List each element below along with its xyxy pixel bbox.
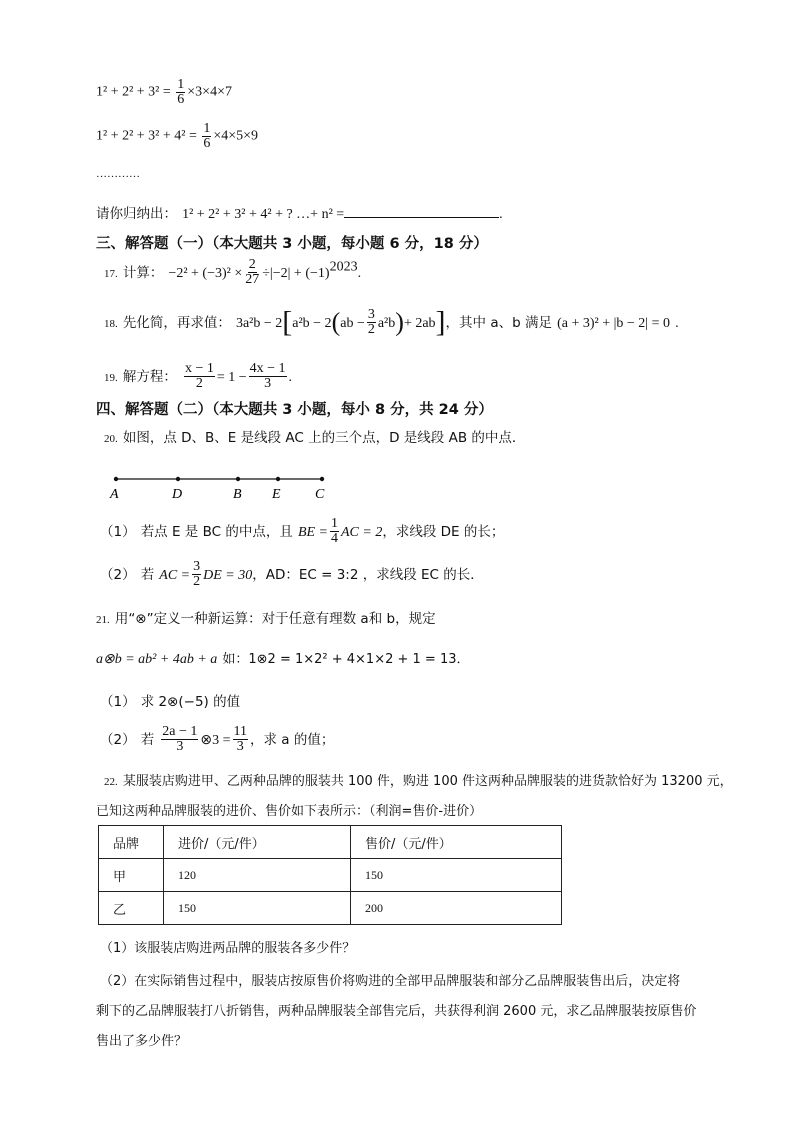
label-d: D (172, 487, 183, 502)
table-row (99, 892, 562, 925)
fraction: $\frac{x - 1}{2}$ (184, 361, 214, 391)
condition-expr: (a + 3)² + |b − 2| = 0 (557, 316, 671, 331)
table-cell: 150 (351, 859, 562, 892)
expr: AC = (159, 568, 191, 583)
label-e: E (272, 487, 281, 502)
point-a (114, 477, 118, 481)
section-4-title: 四、解答题（二）（本大题共 3 小题，每小 8 分，共 24 分） (96, 402, 493, 418)
expr: = 1 − (216, 370, 247, 385)
formula-line-2 (96, 122, 258, 151)
q21-sub-2 (100, 725, 334, 754)
sub-label: （2） (100, 567, 136, 583)
definition-expr: a⊗b = ab² + 4ab + a (96, 652, 218, 667)
ellipsis: ………… (96, 168, 140, 180)
q20-sub-2 (100, 560, 484, 589)
label-a: A (110, 487, 119, 502)
question-number: 18. (104, 318, 118, 330)
question-22-line-2: 已知这两种品牌服装的进价、售价如下表所示：（利润=售价-进价） (96, 804, 483, 819)
table-header-row (99, 826, 562, 859)
table-header-cell: 售价/（元/件） (351, 826, 562, 859)
question-label: 解方程： (122, 369, 177, 385)
formula-lhs: 1² + 2² + 3² + 4² = (96, 128, 201, 144)
question-21 (96, 607, 436, 627)
q21-definition (96, 648, 470, 668)
period: . (288, 370, 293, 385)
table-cell: 120 (164, 859, 351, 892)
label-c: C (315, 487, 325, 502)
question-label: 计算： (122, 265, 164, 281)
sub-text: 求 2⊗(−5) 的值 (140, 694, 241, 710)
question-number: 22. (104, 776, 118, 788)
point-e (276, 477, 280, 481)
induce-line (96, 202, 503, 223)
expr: ÷|−2| + (−1) (262, 266, 330, 281)
question-text: 某服装店购进甲、乙两种品牌的服装共 100 件，购进 100 件这两种品牌服装的进货款恰好为 13200 元， (122, 774, 733, 789)
expr: a²b (377, 316, 396, 331)
sub-text: 若 (140, 732, 155, 748)
condition-label: ，其中 a、b 满足 (445, 315, 552, 331)
expr: ⊗3 = (200, 733, 231, 748)
question-text: 如图，点 D、B、E 是线段 AC 上的三个点，D 是线段 AB 的中点． (122, 430, 526, 446)
fraction: $\frac{2}{27}$ (245, 257, 260, 287)
expr: −2² + (−3)² × (168, 266, 243, 281)
table-cell: 乙 (99, 892, 164, 925)
section-3-title: 三、解答题（一）（本大题共 3 小题，每小题 6 分，18 分） (96, 236, 488, 252)
point-c (320, 477, 324, 481)
q22-sub-2-line-3: 售出了多少件？ (96, 1034, 188, 1049)
sub-text: ，AD：EC = 3:2 ，求线段 EC 的长． (252, 567, 484, 583)
fraction: $\frac{3}{2}$ (193, 559, 201, 589)
formula-lhs: 1² + 2² + 3² = (96, 84, 175, 100)
question-19 (104, 362, 292, 391)
question-text: 用“⊗”定义一种新运算：对于任意有理数 a和 b，规定 (114, 611, 436, 627)
exponent: 2023 (329, 259, 358, 275)
fraction: $\frac{4x - 1}{3}$ (249, 361, 286, 391)
answer-blank[interactable] (344, 205, 499, 218)
table-cell: 200 (351, 892, 562, 925)
expr: 3a²b − 2 (235, 316, 283, 331)
period: . (499, 207, 503, 222)
table-header-cell: 进价/（元/件） (164, 826, 351, 859)
q21-sub-1 (100, 690, 240, 710)
fraction: $\frac{2a - 1}{3}$ (162, 724, 198, 754)
question-number: 21. (96, 614, 110, 626)
table-cell: 150 (164, 892, 351, 925)
question-20 (104, 426, 525, 446)
sub-text: 若 (140, 567, 155, 583)
fraction: $\frac{11}{3}$ (233, 724, 248, 754)
sub-label: （1） (100, 524, 136, 540)
sub-text: ，求线段 DE 的长； (382, 524, 505, 540)
expr: AC = 2 (341, 525, 383, 540)
question-label: 先化简，再求值： (122, 315, 231, 331)
fraction: $\frac{1}{6}$ (203, 121, 211, 151)
expr: DE = 30 (203, 568, 253, 583)
q22-sub-1: （1）该服装店购进两品牌的服装各多少件？ (100, 941, 356, 956)
expr: a²b − 2 (292, 316, 332, 331)
point-d (176, 477, 180, 481)
table-cell: 甲 (99, 859, 164, 892)
sub-text: ，求 a 的值； (250, 732, 335, 748)
example-text: 如：1⊗2 = 1×2² + 4×1×2 + 1 = 13． (222, 652, 470, 667)
expr: ab − (340, 316, 365, 331)
question-number: 20. (104, 433, 118, 445)
formula-rhs: ×3×4×7 (187, 84, 232, 100)
expr: BE = (297, 525, 328, 540)
period: . (357, 266, 362, 281)
sub-label: （1） (100, 694, 136, 710)
expr: + 2ab (403, 316, 436, 331)
question-number: 17. (104, 268, 118, 280)
table-row (99, 859, 562, 892)
segment-diagram (100, 470, 340, 506)
induce-label: 请你归纳出： (96, 206, 177, 222)
question-17 (104, 258, 361, 287)
label-b: B (233, 487, 242, 502)
q22-sub-2-line-1: （2）在实际销售过程中，服装店按原售价将购进的全部甲品牌服装和部分乙品牌服装售出后，决定将 (100, 974, 681, 989)
sub-label: （2） (100, 732, 136, 748)
formula-line-1 (96, 78, 232, 107)
fraction: $\frac{1}{6}$ (177, 77, 185, 107)
q20-sub-1 (100, 517, 504, 546)
formula-rhs: ×4×5×9 (213, 128, 259, 144)
fraction: $\frac{3}{2}$ (367, 307, 375, 337)
question-22 (104, 770, 733, 789)
question-number: 19. (104, 372, 118, 384)
q22-sub-2-line-2: 剩下的乙品牌服装打八折销售，两种品牌服装全部售完后，共获得利润 2600 元，求乙品牌服装按原售价 (96, 1004, 697, 1019)
point-b (236, 477, 240, 481)
period: . (675, 316, 679, 331)
sub-text: 若点 E 是 BC 的中点，且 (140, 524, 293, 540)
question-18: 18. 先化简，再求值： 3a²b − 2[a²b − 2(ab − $\frac{3}{2}$ a²b)+ 2ab]，其中 a、b 满足 (a + 3)² + |b − 2| = 0 . (104, 305, 679, 339)
fraction: $\frac{1}{4}$ (331, 516, 338, 546)
induce-expr: 1² + 2² + 3² + 4² + ? …+ n² = (182, 207, 345, 222)
price-table (98, 825, 562, 925)
table-header-cell: 品牌 (99, 826, 164, 859)
